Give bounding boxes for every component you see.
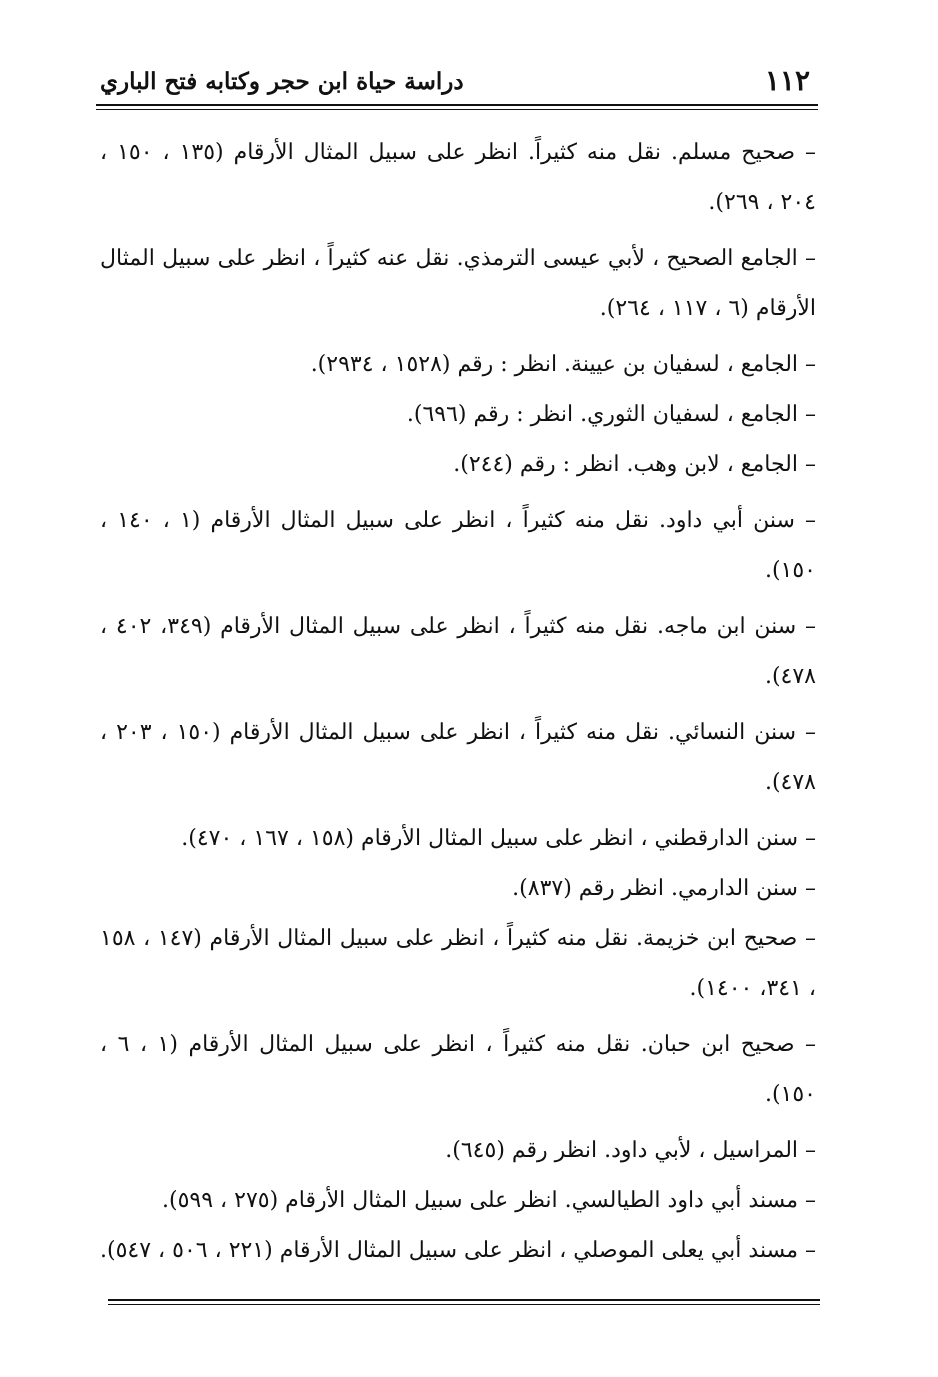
list-item: – مسند أبي يعلى الموصلي ، انظر على سبيل المثال الأرقام (٢٢١ ، ٥٠٦ ، ٥٤٧). (100, 1238, 816, 1263)
list-item: – صحيح مسلم. نقل منه كثيراً. انظر على سبيل المثال الأرقام (١٣٥ ، ١٥٠ ، ٢٠٤ ، ٢٦٩). (100, 140, 816, 215)
list-item: – الجامع ، لسفيان الثوري. انظر : رقم (٦٩٦). (406, 402, 816, 427)
list-item: – سنن النسائي. نقل منه كثيراً ، انظر على سبيل المثال الأرقام (١٥٠ ، ٢٠٣ ، ٤٧٨). (100, 720, 816, 795)
footer-rule (108, 1299, 820, 1301)
running-title: دراسة حياة ابن حجر وكتابه فتح الباري (100, 68, 464, 95)
list-item: – الجامع الصحيح ، لأبي عيسى الترمذي. نقل عنه كثيراً ، انظر على سبيل المثال الأرقام (٦ ، ١١٧ ، ٢٦٤). (100, 246, 816, 321)
footer-rule-thin (108, 1304, 820, 1305)
header-rule-thin (96, 109, 818, 110)
list-item: – صحيح ابن خزيمة. نقل منه كثيراً ، انظر على سبيل المثال الأرقام (١٤٧ ، ١٥٨ ، ٣٤١، ١٤٠٠). (100, 926, 817, 1001)
page-body (100, 128, 816, 1282)
list-item: – المراسيل ، لأبي داود. انظر رقم (٦٤٥). (445, 1138, 816, 1163)
list-item: – الجامع ، لابن وهب. انظر : رقم (٢٤٤). (453, 452, 816, 477)
header-rule (96, 104, 818, 106)
page-header (96, 62, 818, 102)
list-item: – سنن الدارقطني ، انظر على سبيل المثال الأرقام (١٥٨ ، ١٦٧ ، ٤٧٠). (181, 826, 816, 851)
list-item: – سنن الدارمي. انظر رقم (٨٣٧). (512, 876, 816, 901)
list-item: – صحيح ابن حبان. نقل منه كثيراً ، انظر على سبيل المثال الأرقام (١ ، ٦ ، ١٥٠). (100, 1032, 817, 1107)
list-item: – سنن ابن ماجه. نقل منه كثيراً ، انظر على سبيل المثال الأرقام (٣٤٩، ٤٠٢ ، ٤٧٨). (100, 614, 817, 689)
page-number: ١١٢ (764, 64, 810, 97)
list-item: – سنن أبي داود. نقل منه كثيراً ، انظر على سبيل المثال الأرقام (١ ، ١٤٠ ، ١٥٠). (100, 508, 817, 583)
list-item: – مسند أبي داود الطيالسي. انظر على سبيل المثال الأرقام (٢٧٥ ، ٥٩٩). (162, 1188, 816, 1213)
list-item: – الجامع ، لسفيان بن عيينة. انظر : رقم (١٥٢٨ ، ٢٩٣٤). (310, 352, 816, 377)
